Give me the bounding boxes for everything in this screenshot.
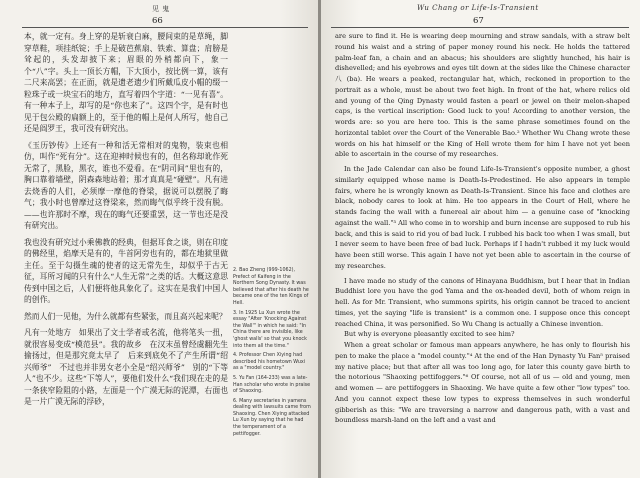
footnote: 2. Bao Zheng (999-1062), Prefect of Kaifeng in the Northern Song Dynasty. It was believed that after his death he became one of the ten Kings of Hell. — [233, 268, 309, 306]
english-paragraph: When a great scholar or famous man appears anywhere, he has only to flourish his pen to make the place a "model county."⁴ At the end of the Han Dynasty Yu Fan⁵ praised my native place; but that after all was too long ago, for later this county gave birth to the notorious "Shaoxing pettifoggers."⁶ Of course, not all of us — old and young, men and women — are pettifoggers in Shaoxing. We have quite a few other "low types" too. And you cannot expect these low types to express themselves in such wonderful gibberish as this: "We are traversing a narrow and dangerous path, with a vast and boundless marsh-land on the left and a vast and — [335, 341, 630, 425]
chinese-paragraph: 《玉历钞传》上还有一种和活无常相对的鬼物，装束也相仿，叫作“死有分”。这在迎神时候也有的，但名称却讹作死无常了，黑脸，黑衣，谁也不爱看。在“阴司间”里也有的，胸口靠着墙壁，阴森森地站着；那才真真是“碰壁”。凡有进去烧香的人们，必须摩一摩他的脊梁，据说可以摆脱了晦气；我小时也曾摩过这脊梁来，然而晦气似乎终于没有脱。——也许那时不摩，现在的晦气还要重罢，这一节也还是没有研究出。 — [24, 140, 228, 230]
footnotes-column — [233, 268, 311, 441]
footnote: 3. In 1925 Lu Xun wrote the essay "After 'Knocking Against the Wall'" in which he said: "In China there are invisible, like 'ghost walls' so that you knock into them all the time." — [233, 310, 307, 349]
chinese-paragraph: 凡有一处地方 如果出了文士学者或名流，他将笔头一扭，就很容易变成“模范县”。我的故乡 在汉末虽曾经虞翻先生揄扬过，但是那究竟太早了 后来到底免不了产生所谓“绍兴师爷” 不过也并非男女老小全是“绍兴师爷” 别的“下等人”也不少。这些“下等人”，要他们发什么“我们现在走的是一条狭窄险阻的小路，左面是一个广漠无际的泥潭，右面也是一片广漠无际的浮砂， — [24, 328, 228, 406]
right-page — [321, 0, 640, 478]
left-page-number: 66 — [152, 16, 163, 26]
footnote: 4. Professor Chen Xiying had described his hometown Wuxi as a "model country." — [233, 353, 306, 372]
right-running-header: Wu Chang or Life-Is-Transient — [417, 4, 539, 12]
chinese-paragraph: 我也没有研究过小乘佛教的经典，但据耳食之谈，则在印度的佛经里，焰摩天是有的，牛首阿旁也有的，都在地狱里做主任。至于勾摄生魂的使者的这无常先生，却似乎于古无征，耳所习闻的只有什么“人生无常”之类的话。大概这意思传到中国之后，人们便将他具象化了。这实在是我们中国人的创作。 — [24, 237, 228, 304]
english-paragraph: I have made no study of the canons of Hinayana Buddhism, but I hear that in Indian Buddhist lore you have the god Yama and the ox-headed devil, both of whom reign in hell. As for Mr. Transient, who summons spirits, his origin cannot be traced to ancient times, yet the saying "life is transient" is a common one. I suppose once this concept reached China, it was personified. So Wu Chang is actually a Chinese invention. — [335, 276, 630, 328]
english-paragraph: are sure to find it. He is wearing deep mourning and straw sandals, with a straw belt round his waist and a string of paper money round his neck. He holds the tattered palm-leaf fan, a chain and an abacus; his shoulders are slightly hunched, his hair is dishevelled; and his eyebrows and eyes tilt down at the sides like the Chinese character 八 (ba). He wears a peaked, rectangular hat, which, reckoned in proportion to the portrait as a whole, must be about two feet high. In front of the hat, where relics old and young of the Qing Dynasty would fasten a pearl or jewel on their melon-shaped caps, is the vertical inscription: Good luck to you! According to another version, the words are: so you are here too. This is the same phrase sometimes found on the horizontal tablet over the Court of the Venerable Bao.² Whether Wu Chang wrote these words on his hat himself or the King of Hell wrote them for him I have not yet been able to ascertain in the course of my researches. — [335, 32, 630, 159]
right-page-number: 67 — [473, 16, 484, 26]
left-header-rule — [22, 27, 308, 28]
left-page — [0, 0, 319, 478]
left-running-header: 见 鬼 — [152, 5, 170, 13]
chinese-paragraph: 本，就一定有。身上穿的是斩衰白麻，腰间束的是草绳，脚穿草鞋，项挂纸锭；手上是破芭蕉扇、铁索、算盘；肩膀是耸起的，头发却披下来；眉眼的外梢都向下，象一个“八”字。头上一顶长方帽，下大顶小，按比例一算，该有二尺来高罢；在正面，就是遗老遗少们所戴瓜皮小帽的缀一粒珠子或一块宝石的地方，直写着四个字道：“一见有喜”。有一种本子上，却写的是“你也来了”。这四个字，是有时也见于包公殿的扁额上的，至于他的帽上是何人所写，他自己还是阎罗王，我可没有研究出。 — [24, 32, 228, 133]
right-header-rule — [331, 27, 629, 28]
english-paragraph: But why is everyone pleasantly excited to see him? — [344, 330, 515, 339]
english-paragraph: In the Jade Calendar can also be found Life-Is-Transient's opposite number, a ghost similarly equipped whose name is Death-Is-Predestined. He also appears in temple fairs, where he is wrongly known as Death-Is-Transient. Since his face and clothes are black, nobody cares to look at him. He too appears in the Court of Hell, where he stands facing the wall with a funereal air about him — a genuine case of "knocking against the wall."³ All who come in to worship and burn incense are supposed to rub his back, and this is said to rid you of bad luck. I rubbed his back too when I was small, but I never seem to have been free of bad luck. Perhaps if I hadn't rubbed it my luck would have been still worse. This again I have not yet been able to ascertain in the course of my researches. — [335, 165, 630, 270]
footnote: 6. Many secretaries in yamens dealing with lawsuits came from Shaoxing. Chen Xiying attacked Lu Xun by saying that he had the temperament of a pettifogger. — [233, 398, 311, 437]
chinese-paragraph: 然而人们一见他，为什么就都有些紧张，而且高兴起来呢？ — [24, 311, 227, 321]
chinese-text-column — [24, 31, 228, 408]
footnote: 5. Yu Fan (164-233) was a late-Han scholar who wrote in praise of Shaoxing. — [233, 375, 311, 395]
english-text-column — [335, 31, 630, 426]
